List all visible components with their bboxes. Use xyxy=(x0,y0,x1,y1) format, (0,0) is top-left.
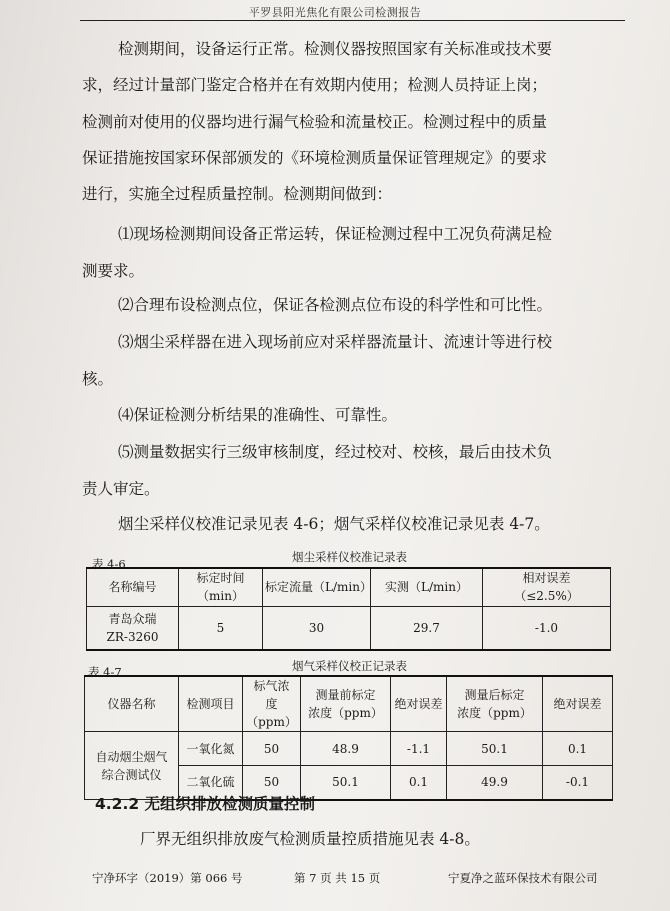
item-3-line-1: ⑶烟尘采样器在进入现场前应对采样器流量计、流速计等进行校 xyxy=(118,333,553,351)
item-5-line-1: ⑸测量数据实行三级审核制度，经过校对、校核，最后由技术负 xyxy=(118,443,553,461)
item-5-line-2: 责人审定。 xyxy=(82,480,160,498)
t47-header-before: 测量前标定 浓度（ppm） xyxy=(301,676,391,732)
intro-line-1: 检测期间，设备运行正常。检测仪器按照国家有关标准或技术要 xyxy=(118,40,553,58)
footer-company: 宁夏净之蓝环保技术有限公司 xyxy=(448,871,598,885)
item-4-line-1: ⑷保证检测分析结果的准确性、可靠性。 xyxy=(118,406,398,424)
table-4-6-label: 表 4-6 xyxy=(92,557,126,571)
item-3-line-2: 核。 xyxy=(82,370,114,388)
table-4-6 xyxy=(86,567,611,651)
intro-line-4: 保证措施按国家环保部颁发的《环境检测质量保证管理规定》的要求 xyxy=(82,149,548,167)
item-1-line-1: ⑴现场检测期间设备正常运转，保证检测过程中工况负荷满足检 xyxy=(118,225,553,243)
section-text: 厂界无组织排放废气检测质量控质措施见表 4-8。 xyxy=(140,830,480,848)
table-row xyxy=(87,606,611,650)
t47-cell-err1: 0.1 xyxy=(391,766,447,800)
intro-line-2: 求，经过计量部门鉴定合格并在有效期内使用；检测人员持证上岗； xyxy=(82,76,548,94)
table-4-7 xyxy=(84,675,613,801)
t46-cell-measured: 29.7 xyxy=(371,606,483,650)
table-4-7-title: 烟气采样仪校正记录表 xyxy=(292,659,407,673)
t46-header-measured: 实测（L/min） xyxy=(371,568,483,606)
t46-header-name: 名称编号 xyxy=(87,568,179,606)
table-4-7-label: 表 4-7 xyxy=(88,665,122,679)
t47-cell-before: 48.9 xyxy=(301,732,391,766)
t47-cell-after: 49.9 xyxy=(447,766,543,800)
table-4-6-header-row xyxy=(87,568,611,606)
t47-header-instrument: 仪器名称 xyxy=(85,676,179,732)
t47-cell-after: 50.1 xyxy=(447,732,543,766)
t46-cell-name: 青岛众瑞 ZR-3260 xyxy=(87,606,179,650)
header-rule xyxy=(80,20,625,21)
t46-header-error: 相对误差 （≤2.5%） xyxy=(483,568,611,606)
t47-header-std-conc: 标气浓 度（ppm） xyxy=(243,676,301,732)
t46-cell-time: 5 xyxy=(179,606,263,650)
t47-cell-item: 一氧化氮 xyxy=(179,732,243,766)
t47-header-abs-error-1: 绝对误差 xyxy=(391,676,447,732)
t46-cell-flow: 30 xyxy=(263,606,371,650)
intro-line-5: 进行，实施全过程质量控制。检测期间做到： xyxy=(82,185,393,203)
t47-cell-err2: 0.1 xyxy=(543,732,613,766)
t47-header-abs-error-2: 绝对误差 xyxy=(543,676,613,732)
page-header: 平罗县阳光焦化有限公司检测报告 xyxy=(248,6,422,19)
table-row xyxy=(85,732,613,766)
t46-header-time: 标定时间 （min） xyxy=(179,568,263,606)
t47-cell-item: 二氧化硫 xyxy=(179,766,243,800)
t47-cell-std: 50 xyxy=(243,766,301,800)
section-heading: 4.2.2 无组织排放检测质量控制 xyxy=(95,795,316,813)
t47-cell-before: 50.1 xyxy=(301,766,391,800)
t47-cell-instrument: 自动烟尘烟气 综合测试仪 xyxy=(85,732,179,800)
item-1-line-2: 测要求。 xyxy=(82,262,145,280)
footer-page-number: 第 7 页 共 15 页 xyxy=(294,871,381,885)
t47-cell-err1: -1.1 xyxy=(391,732,447,766)
t47-cell-std: 50 xyxy=(243,732,301,766)
t47-header-item: 检测项目 xyxy=(179,676,243,732)
footer-report-number: 宁净环字（2019）第 066 号 xyxy=(92,871,243,885)
t46-cell-error: -1.0 xyxy=(483,606,611,650)
table-4-7-header-row xyxy=(85,676,613,732)
item-2-line-1: ⑵合理布设检测点位，保证各检测点位布设的科学性和可比性。 xyxy=(118,296,553,314)
t46-header-flow: 标定流量（L/min） xyxy=(263,568,371,606)
t47-header-after: 测量后标定 浓度（ppm） xyxy=(447,676,543,732)
table-4-6-title: 烟尘采样仪校准记录表 xyxy=(292,550,407,564)
t47-cell-err2: -0.1 xyxy=(543,766,613,800)
reference-line: 烟尘采样仪校准记录见表 4-6；烟气采样仪校准记录见表 4-7。 xyxy=(118,515,550,533)
intro-line-3: 检测前对使用的仪器均进行漏气检验和流量校正。检测过程中的质量 xyxy=(82,113,548,131)
